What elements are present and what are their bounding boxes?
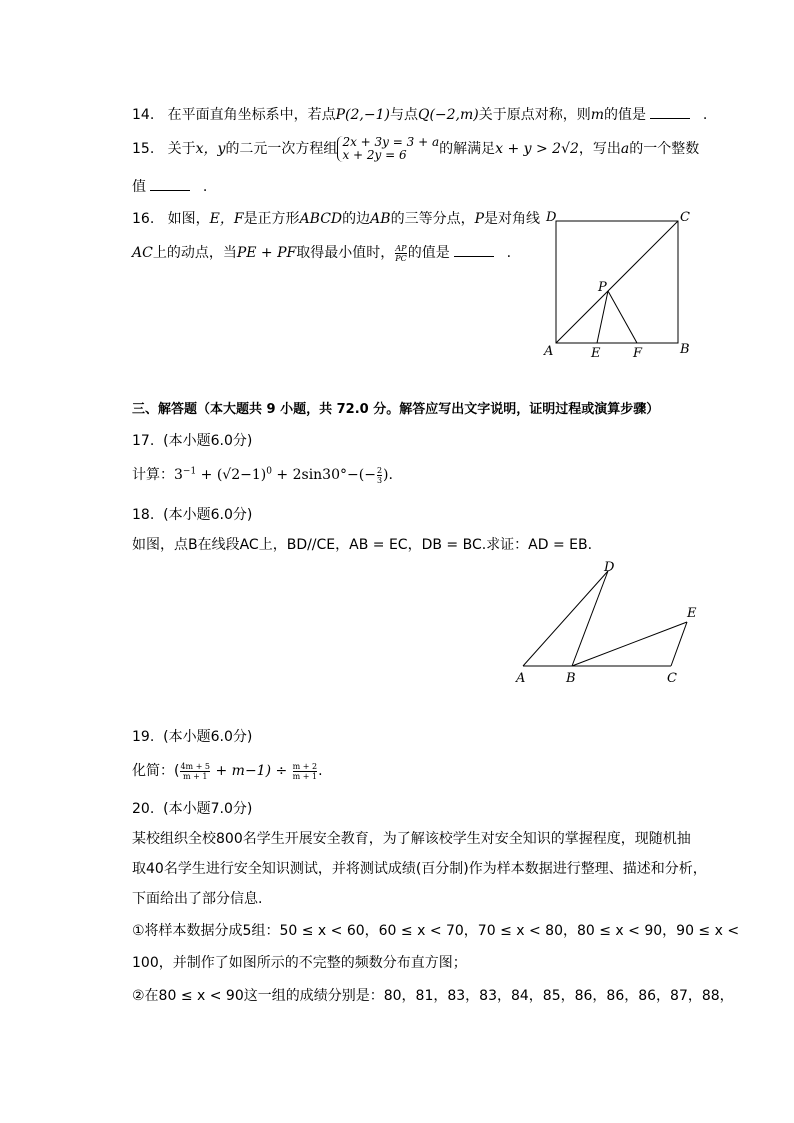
math-var: AC: [132, 245, 153, 261]
math-expr: + m−1) ÷: [211, 763, 292, 779]
question-text: 化简：(: [132, 763, 180, 779]
question-20-line5: 100，并制作了如图所示的不完整的频数分布直方图；: [132, 955, 467, 971]
math-var: a: [620, 141, 630, 157]
fraction-numerator: m + 2: [292, 761, 318, 771]
math-expr: + 2sin30°−(−: [271, 467, 376, 483]
square-figure: [540, 205, 700, 365]
label-d: D: [604, 560, 615, 575]
period: .: [202, 179, 208, 195]
question-text: 在平面直角坐标系中，若点: [167, 107, 336, 123]
fraction-numerator: AP: [395, 243, 407, 253]
label-c: C: [667, 671, 677, 686]
question-20-line6: ②在80 ≤ x < 90这一组的成绩分别是：80，81，83，83，84，85，86，86，86，87，88，: [132, 988, 734, 1004]
question-text: 的值是: [407, 245, 450, 261]
question-number: 18.: [132, 507, 155, 523]
math-var: AB: [370, 211, 391, 227]
question-score: (本小题6.0分): [163, 507, 253, 523]
math-expr: PE + PF: [236, 245, 297, 261]
question-text: 上的动点，当: [152, 245, 237, 261]
math-var: E，F: [209, 211, 244, 227]
question-text: 如图，: [167, 211, 210, 227]
question-number: 20.: [132, 801, 155, 817]
question-score: (本小题6.0分): [163, 729, 253, 745]
equation-1: 2x + 3y = 3 + a: [342, 135, 440, 149]
answer-blank[interactable]: [454, 244, 494, 257]
label-a: A: [516, 671, 526, 686]
fraction: [293, 762, 317, 781]
math-var: x，y: [195, 141, 226, 157]
label-b: B: [680, 342, 690, 357]
label-b: B: [566, 671, 576, 686]
math-expr: x + y > 2√2: [495, 141, 579, 157]
question-text: 的一个整数: [629, 141, 700, 157]
math-expr: + (√2−1): [196, 467, 267, 483]
math-var: ABCD: [299, 211, 343, 227]
question-15: [132, 136, 699, 162]
question-text: 关于: [167, 141, 196, 157]
segment-pe: [597, 291, 608, 343]
triangle-figure: [505, 555, 705, 690]
section-heading: 三、解答题（本大题共 9 小题，共 72.0 分。解答应写出文字说明，证明过程或演算步骤）: [132, 402, 660, 417]
label-d: D: [546, 210, 557, 225]
question-text: 的二元一次方程组: [225, 141, 338, 157]
segment-pf: [608, 291, 637, 343]
fraction-denominator: PC: [395, 253, 407, 263]
question-20-line4: ①将样本数据分成5组：50 ≤ x < 60，60 ≤ x < 70，70 ≤ x < 80，80 ≤ x < 90，90 ≤ x <: [132, 923, 740, 939]
question-number: 19.: [132, 729, 155, 745]
question-18: 如图，点B在线段AC上，BD//CE，AB = EC，DB = BC.求证：AD = EB.: [132, 537, 593, 553]
question-18-header: [132, 504, 252, 524]
question-20-line1: 某校组织全校800名学生开展安全教育，为了解该校学生对安全知识的掌握程度，现随机抽: [132, 831, 691, 847]
fraction-denominator: m + 1: [180, 771, 210, 781]
question-text: 是正方形: [243, 211, 300, 227]
math-expr: ).: [383, 467, 393, 483]
equation-2: x + 2y = 6: [342, 148, 407, 162]
math-expr: P(2,−1): [335, 107, 390, 123]
segment-db: [572, 571, 608, 666]
question-text: 取得最小值时，: [296, 245, 395, 261]
question-19-header: [132, 726, 252, 746]
diagonal-ac: [556, 221, 678, 343]
label-a: A: [544, 344, 554, 359]
math-expr: Q(−2,m): [417, 107, 479, 123]
question-score: (本小题7.0分): [163, 801, 253, 817]
math-exponent: −1: [182, 466, 197, 477]
label-c: C: [680, 210, 690, 225]
question-number: 15.: [132, 141, 155, 157]
question-16-line2: [132, 242, 511, 263]
question-20-header: [132, 798, 252, 818]
math-var: P: [474, 211, 484, 227]
question-19: [132, 760, 323, 781]
math-var: m: [590, 107, 605, 123]
question-20-line3: 下面给出了部分信息.: [132, 891, 263, 907]
label-p: P: [598, 280, 607, 295]
question-number: 16.: [132, 211, 155, 227]
question-score: (本小题6.0分): [163, 433, 253, 449]
period: .: [506, 245, 512, 261]
fraction-denominator: m + 1: [292, 771, 318, 781]
question-text: 计算：: [132, 467, 174, 483]
question-20-line2: 取40名学生进行安全知识测试，并将测试成绩(百分制)作为样本数据进行整理、描述和分析，: [132, 861, 707, 877]
question-text: 的边: [342, 211, 371, 227]
fraction-denominator: 3: [376, 475, 383, 485]
equation-system: [337, 136, 439, 162]
question-17-header: [132, 430, 252, 450]
period: .: [318, 763, 323, 779]
segment-ec: [671, 622, 687, 666]
answer-blank[interactable]: [150, 178, 190, 191]
fraction-numerator: 4m + 5: [180, 761, 211, 771]
segment-be: [572, 622, 687, 666]
question-text: 值: [132, 179, 146, 195]
math-expr: 3: [174, 467, 183, 483]
question-16: [132, 208, 540, 228]
label-f: F: [633, 346, 643, 361]
math-exponent: 0: [266, 466, 272, 477]
question-text: 与点: [389, 107, 418, 123]
question-number: 17.: [132, 433, 155, 449]
question-text: 关于原点对称，则: [478, 107, 591, 123]
question-text: 是对角线: [484, 211, 540, 227]
label-e: E: [591, 346, 601, 361]
period: .: [702, 107, 708, 123]
fraction: [377, 466, 382, 485]
question-text: 的三等分点，: [390, 211, 475, 227]
question-text: 的解满足: [439, 141, 496, 157]
question-text: ，写出: [578, 141, 621, 157]
question-number: 14.: [132, 107, 155, 123]
fraction: [395, 244, 407, 263]
label-e: E: [687, 606, 697, 621]
answer-blank[interactable]: [650, 106, 690, 119]
question-17: [132, 464, 393, 485]
question-15-line2: [132, 176, 207, 196]
segment-ad: [523, 571, 608, 666]
fraction-numerator: 2: [376, 465, 383, 475]
question-text: 的值是: [604, 107, 647, 123]
fraction: [180, 762, 210, 781]
question-14: [132, 104, 707, 124]
